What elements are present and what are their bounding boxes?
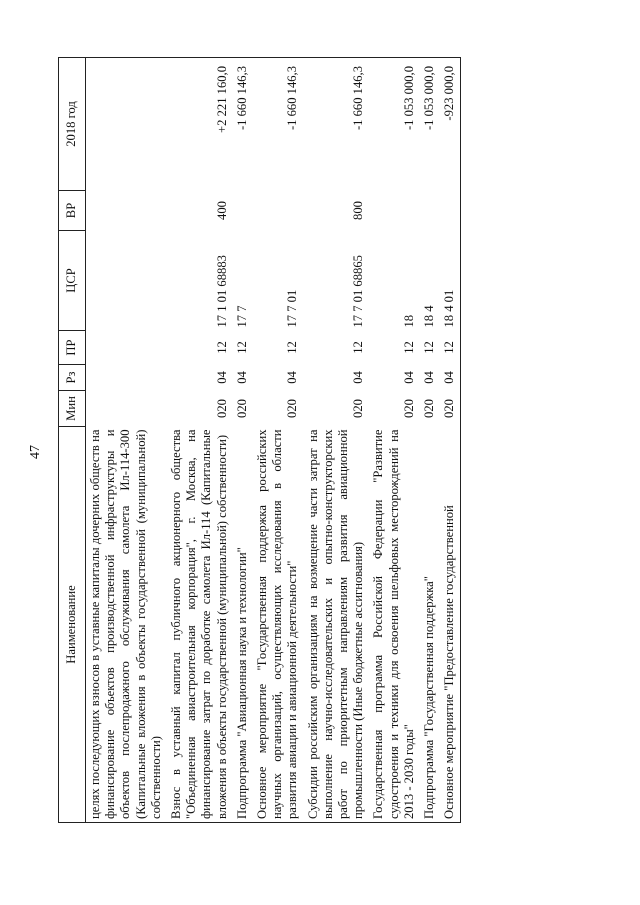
- row-rz: 04: [234, 371, 249, 384]
- header-vr: ВР: [59, 191, 86, 231]
- row-pr: 12: [285, 341, 300, 354]
- row-pr: 12: [422, 341, 437, 354]
- table-row: [440, 58, 461, 823]
- row-amount: -923 000,0: [440, 58, 461, 191]
- row-vr: [253, 191, 304, 231]
- row-pr: 12: [351, 341, 366, 354]
- row-name: Подпрограмма "Государственная поддержка": [420, 427, 440, 823]
- header-min: Мин: [59, 391, 86, 427]
- row-pr: [86, 331, 168, 365]
- row-rz: 04: [285, 371, 300, 384]
- table-row: [304, 58, 370, 823]
- table-row: [420, 58, 440, 823]
- header-csr: ЦСР: [59, 231, 86, 331]
- row-name: Основное мероприятие "Государственная поддержка российских научных организаций, осуществляющих исследования в области развития авиации и авиационной деятельности": [253, 427, 304, 823]
- row-vr: [233, 191, 253, 231]
- row-vr: [86, 191, 168, 231]
- table-header-row: [59, 58, 86, 823]
- row-rz: 04: [351, 371, 366, 384]
- row-name: Взнос в уставный капитал публичного акционерного общества "Объединенная авиастроительная корпорация", г. Москва, на финансирование затрат по доработке самолета Ил-114 (Капитальные вложения в объекты государственной (муниципальной) собственности): [167, 427, 233, 823]
- row-amount: -1 660 146,3: [233, 58, 253, 191]
- row-rz: [86, 365, 168, 391]
- rotated-table-container: [58, 58, 590, 823]
- budget-table: [58, 57, 461, 823]
- page-number: 47: [28, 445, 43, 459]
- row-rz: 04: [440, 365, 461, 391]
- row-amount: [86, 58, 168, 191]
- row-rz: 04: [401, 371, 416, 384]
- row-min: 020: [214, 399, 229, 418]
- table-row: [369, 58, 420, 823]
- row-amount: -1 053 000,0: [369, 58, 420, 191]
- row-vr: 400: [214, 201, 229, 220]
- table-row: [233, 58, 253, 823]
- row-csr: 18 4 01: [440, 231, 461, 331]
- row-rz: 04: [214, 371, 229, 384]
- row-name: Подпрограмма "Авиационная наука и технологии": [233, 427, 253, 823]
- row-min: 020: [422, 399, 437, 418]
- header-name: Наименование: [59, 427, 86, 823]
- header-pr: ПР: [59, 331, 86, 365]
- row-name: Основное мероприятие "Предоставление государственной: [440, 427, 461, 823]
- row-pr: 12: [214, 341, 229, 354]
- row-amount: -1 053 000,0: [420, 58, 440, 191]
- row-min: 020: [351, 399, 366, 418]
- row-vr: [369, 191, 420, 231]
- row-name: целях последующих взносов в уставные капиталы дочерних обществ на финансирование объектов производственной инфраструктуры и объектов послепродажного обслуживания самолета Ил-114-300 (Капитальные вложения в объекты государственной (муниципальной) собственности): [86, 427, 168, 823]
- row-vr: 800: [351, 201, 366, 220]
- row-vr: [440, 191, 461, 231]
- table-row: [86, 58, 168, 823]
- row-amount: -1 660 146,3: [304, 58, 370, 191]
- row-name: Субсидии российским организациям на возмещение части затрат на выполнение научно-исследовательских и опытно-конструкторских работ по приоритетным направлениям развития авиационной промышленности (Иные бюджетные ассигнования): [304, 427, 370, 823]
- row-min: 020: [401, 399, 416, 418]
- header-rz: Рз: [59, 365, 86, 391]
- row-csr: 17 1 01 68883: [214, 255, 229, 328]
- row-csr: 17 7 01 68865: [351, 255, 366, 328]
- row-min: 020: [440, 391, 461, 427]
- row-csr: 17 7 01: [285, 289, 300, 328]
- row-csr: [86, 231, 168, 331]
- row-vr: [420, 191, 440, 231]
- table-row: [167, 58, 233, 823]
- row-pr: 12: [440, 331, 461, 365]
- header-amount: 2018 год: [59, 58, 86, 191]
- row-pr: 12: [401, 341, 416, 354]
- row-min: 020: [285, 399, 300, 418]
- row-rz: 04: [422, 371, 437, 384]
- row-amount: +2 221 160,0: [167, 58, 233, 191]
- row-name: Государственная программа Российской Федерации "Развитие судостроения и техники для освоения шельфовых месторождений на 2013 - 2030 годы": [369, 427, 420, 823]
- row-min: 020: [234, 399, 249, 418]
- row-csr: 17 7: [234, 305, 249, 328]
- table-row: [253, 58, 304, 823]
- row-amount: -1 660 146,3: [253, 58, 304, 191]
- row-csr: 18: [401, 314, 416, 328]
- row-min: [86, 391, 168, 427]
- row-csr: 18 4: [422, 305, 437, 328]
- row-pr: 12: [234, 341, 249, 354]
